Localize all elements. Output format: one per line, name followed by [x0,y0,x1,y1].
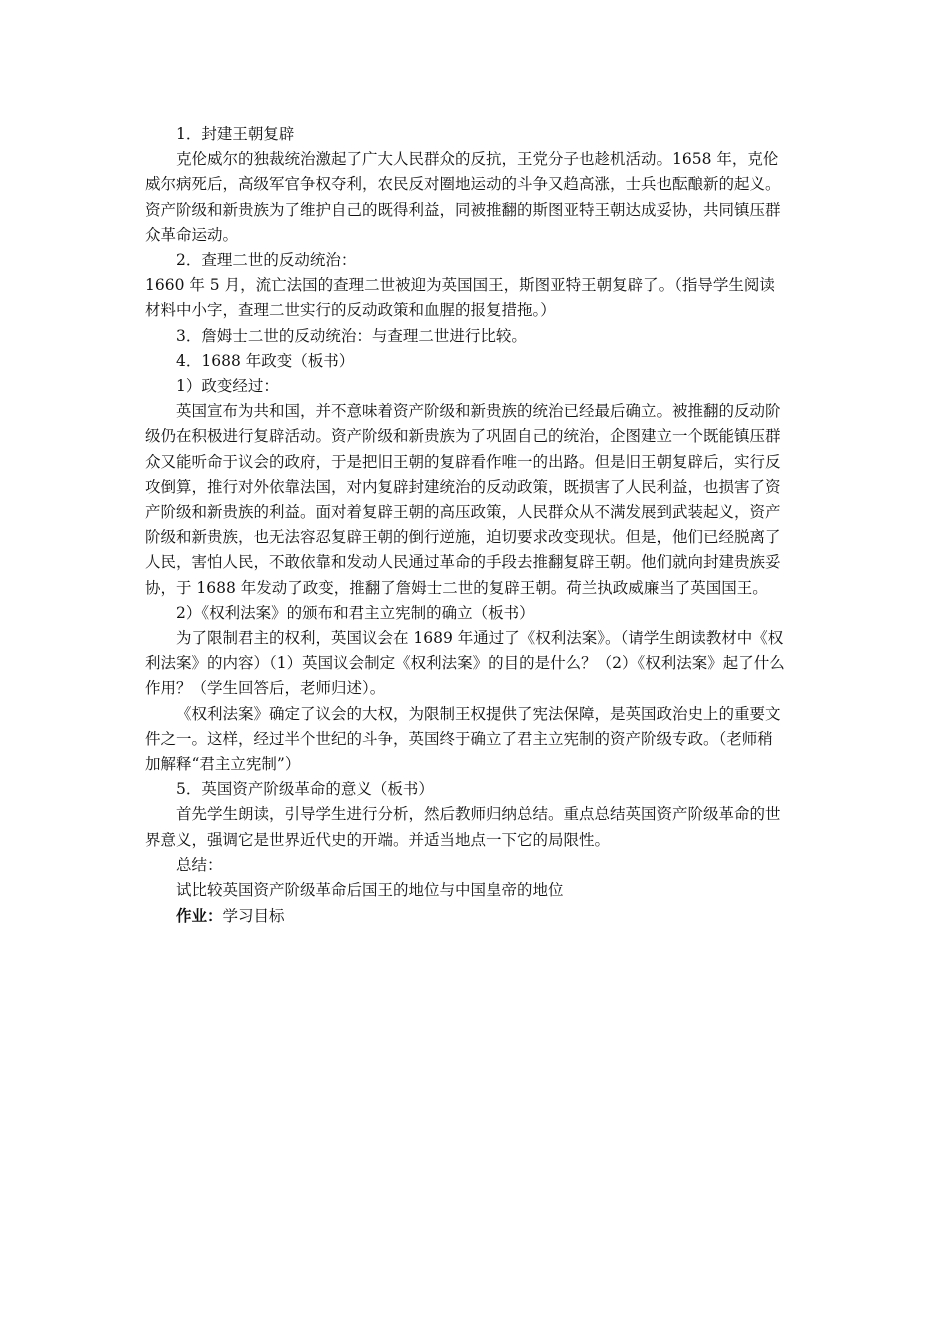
section-heading-3: 3．詹姆士二世的反动统治：与查理二世进行比较。 [176,326,527,345]
subheading-4a: 1）政变经过： [176,377,279,396]
homework-line [145,903,785,929]
section-heading-2: 2．查理二世的反动统治： [176,251,357,270]
homework-text: 学习目标 [222,907,285,926]
summary-label: 总结： [176,855,223,874]
document-body [145,122,785,930]
homework-label: 作业： [176,906,223,926]
section-heading-5: 5．英国资产阶级革命的意义（板书） [176,780,434,799]
paragraph-4a: 英国宣布为共和国，并不意味着资产阶级和新贵族的统治已经最后确立。被推翻的反动阶级仍在积极进行复辟活动。资产阶级和新贵族为了巩固自己的统治，企图建立一个既能镇压群众又能听命于议会的政府，于是把旧王朝的复辟看作唯一的出路。但是旧王朝复辟后，实行反攻倒算，推行对外依靠法国，对内复辟封建统治的反动政策，既损害了人民利益，也损害了资产阶级和新贵族的利益。面对着复辟王朝的高压政策，人民群众从不满发展到武装起义，资产阶级和新贵族，也无法容忍复辟王朝的倒行逆施，迫切要求改变现状。但是，他们已经脱离了人民，害怕人民，不敢依靠和发动人民通过革命的手段去推翻复辟王朝。他们就向封建贵族妥协，于 1688 年发动了政变，推翻了詹姆士二世的复辟王朝。荷兰执政威廉当了英国国王。 [145,402,781,597]
paragraph-5: 首先学生朗读，引导学生进行分析，然后教师归纳总结。重点总结英国资产阶级革命的世界意义，强调它是世界近代史的开端。并适当地点一下它的局限性。 [145,805,781,849]
subheading-4b: 2）《权利法案》的颁布和君主立宪制的确立（板书） [176,603,535,622]
paragraph-2: 1660 年 5 月，流亡法国的查理二世被迎为英国国王，斯图亚特王朝复辟了。（指导学生阅读材料中小字，查理二世实行的反动政策和血腥的报复措拖。） [145,276,775,320]
section-heading-4: 4．1688 年政变（板书） [176,351,355,370]
paragraph-4b-2: 《权利法案》确定了议会的大权，为限制王权提供了宪法保障，是英国政治史上的重要文件之一。这样，经过半个世纪的斗争，英国终于确立了君主立宪制的资产阶级专政。（老师稍加解释“君主立宪制”） [145,704,781,774]
section-heading-1: 1．封建王朝复辟 [176,125,295,143]
summary-text: 试比较英国资产阶级革命后国王的地位与中国皇帝的地位 [176,881,564,900]
paragraph-1: 克伦威尔的独裁统治激起了广大人民群众的反抗，王党分子也趁机活动。1658 年，克伦威尔病死后，高级军官争权夺利，农民反对圈地运动的斗争又趋高涨，士兵也酝酿新的起义。资产阶级和新贵族为了维护自己的既得利益，同被推翻的斯图亚特王朝达成妥协，共同镇压群众革命运动。 [145,150,781,244]
paragraph-4b-1: 为了限制君主的权利，英国议会在 1689 年通过了《权利法案》。（请学生朗读教材中《权利法案》的内容）（1）英国议会制定《权利法案》的目的是什么？（2）《权利法案》起了什么作用？（学生回答后，老师归述）。 [145,629,785,698]
